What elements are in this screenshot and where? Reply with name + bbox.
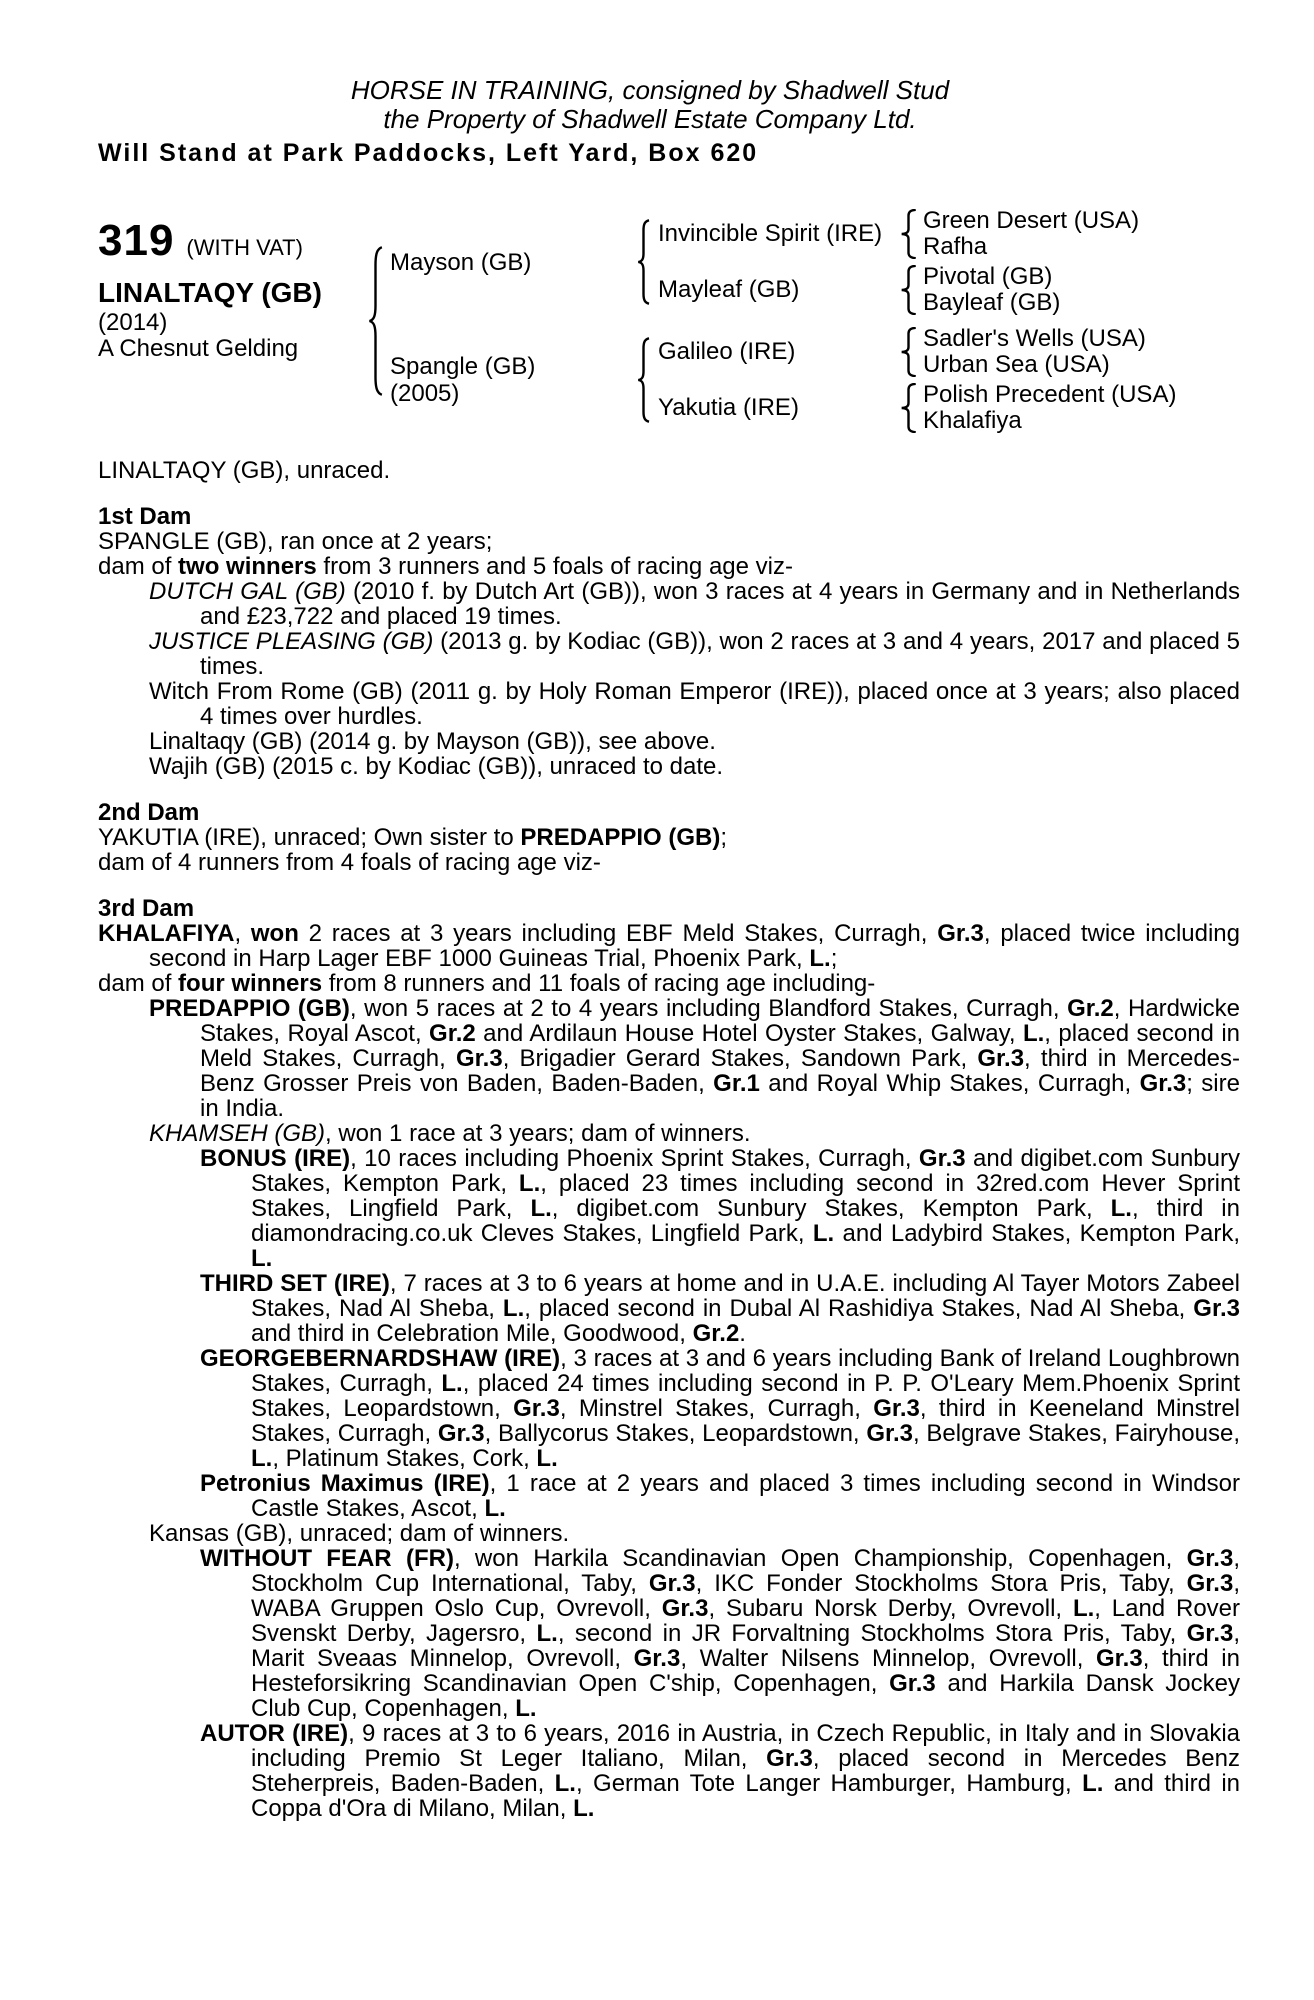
catalogue-body [98, 458, 1240, 1821]
second-dam-unit [650, 382, 1176, 434]
grandsire-unit [650, 208, 1139, 260]
great-grandparent-name: Pivotal (GB) [923, 263, 1053, 290]
dam-parent-units [650, 326, 1176, 434]
body-paragraph: KHALAFIYA, won 2 races at 3 years including EBF Meld Stakes, Curragh, Gr.3, placed twice including second in Harp Lager EBF 1000 Guineas Trial, Phoenix Park, L.; [98, 920, 1240, 972]
sire-brace [637, 219, 650, 305]
horse-name: LINALTAQY (GB) [98, 277, 322, 308]
great-grandparent-pair [917, 382, 1176, 434]
dam-name: Spangle (GB) [390, 353, 536, 380]
pair-brace [900, 265, 917, 315]
section-heading: 1st Dam [98, 503, 192, 530]
horse-description: A Chesnut Gelding [98, 335, 299, 362]
grandparent-name: Yakutia (IRE) [658, 394, 799, 421]
page-header [0, 0, 1314, 168]
vat-note: (WITH VAT) [186, 235, 303, 260]
body-paragraph: PREDAPPIO (GB), won 5 races at 2 to 4 years including Blandford Stakes, Curragh, Gr.2, Hardwicke Stakes, Royal Ascot, Gr.2 and Ardilaun House Hotel Oyster Stakes, Galway, L., placed second in Meld Stakes, Curragh, Gr.3, Brigadier Gerard Stakes, Sandown Park, Gr.3, third in Mercedes-Benz Grosser Preis von Baden, Baden-Baden, Gr.1 and Royal Whip Stakes, Curragh, Gr.3; sire in India. [149, 995, 1241, 1122]
sire-cell [383, 208, 637, 316]
great-grandparent-name: Urban Sea (USA) [923, 351, 1110, 378]
body-paragraph: BONUS (IRE), 10 races including Phoenix Sprint Stakes, Curragh, Gr.3 and digibet.com Sunbury Stakes, Kempton Park, L., placed 23 times including second in 32red.com Hever Sprint Stakes, Lingfield Park, L., digibet.com Sunbury Stakes, Kempton Park, L., third in diamondracing.co.uk Cleves Stakes, Lingfield Park, L. and Ladybird Stakes, Kempton Park, L. [200, 1145, 1240, 1272]
great-grandparent-pair [917, 326, 1146, 378]
sire-name: Mayson (GB) [390, 248, 532, 276]
body-paragraph: Linaltaqy (GB) (2014 g. by Mayson (GB)), see above. [149, 728, 716, 755]
great-grandparent-name: Bayleaf (GB) [923, 289, 1061, 316]
body-paragraph: THIRD SET (IRE), 7 races at 3 to 6 years at home and in U.A.E. including Al Tayer Motors Zabeel Stakes, Nad Al Sheba, L., placed second in Dubal Al Rashidiya Stakes, Nad Al Sheba, Gr.3 and third in Celebration Mile, Goodwood, Gr.2. [200, 1270, 1240, 1347]
body-paragraph: dam of four winners from 8 runners and 11 foals of racing age including- [98, 970, 876, 997]
body-paragraph: Petronius Maximus (IRE), 1 race at 2 years and placed 3 times including second in Windsor Castle Stakes, Ascot, L. [200, 1470, 1240, 1522]
granddam-unit [650, 264, 1139, 316]
great-grandparent-pair [917, 208, 1139, 260]
body-paragraph: YAKUTIA (IRE), unraced; Own sister to PREDAPPIO (GB); [98, 824, 728, 851]
grandparent-name: Galileo (IRE) [658, 338, 796, 365]
pair-brace [900, 209, 917, 259]
dam-side-group [383, 326, 1176, 434]
body-paragraph: KHAMSEH (GB), won 1 race at 3 years; dam of winners. [149, 1120, 751, 1147]
body-paragraph: GEORGEBERNARDSHAW (IRE), 3 races at 3 and 6 years including Bank of Ireland Loughbrown Stakes, Curragh, L., placed 24 times including second in P. P. O'Leary Mem.Phoenix Sprint Stakes, Leopardstown, Gr.3, Minstrel Stakes, Curragh, Gr.3, third in Keeneland Minstrel Stakes, Curragh, Gr.3, Ballycorus Stakes, Leopardstown, Gr.3, Belgrave Stakes, Fairyhouse, L., Platinum Stakes, Cork, L. [200, 1345, 1241, 1472]
grandparent-name: Mayleaf (GB) [658, 276, 800, 303]
great-grandparent-name: Green Desert (USA) [923, 207, 1140, 234]
dam-year: (2005) [390, 380, 460, 407]
year-of-birth: (2014) [98, 309, 168, 336]
damsire-unit [650, 326, 1176, 378]
lot-info [98, 208, 368, 434]
great-grandparent-name: Rafha [923, 233, 988, 260]
body-paragraph: Kansas (GB), unraced; dam of winners. [149, 1520, 570, 1547]
body-paragraph: JUSTICE PLEASING (GB) (2013 g. by Kodiac (GB)), won 2 races at 3 and 4 years, 2017 and placed 5 times. [149, 628, 1240, 680]
body-paragraph: DUTCH GAL (GB) (2010 f. by Dutch Art (GB)), won 3 races at 4 years in Germany and in Netherlands and £23,722 and placed 19 times. [149, 578, 1240, 630]
body-paragraph: Witch From Rome (GB) (2011 g. by Holy Roman Emperor (IRE)), placed once at 3 years; also placed 4 times over hurdles. [149, 678, 1240, 730]
great-grandparent-pair [917, 264, 1060, 316]
body-paragraph: AUTOR (IRE), 9 races at 3 to 6 years, 2016 in Austria, in Czech Republic, in Italy and in Slovakia including Premio St Leger Italiano, Milan, Gr.3, placed second in Mercedes Benz Steherpreis, Baden-Baden, L., German Tote Langer Hamburger, Hamburg, L. and third in Coppa d'Ora di Milano, Milan, L. [200, 1720, 1241, 1822]
body-paragraph: dam of two winners from 3 runners and 5 foals of racing age viz- [98, 553, 793, 580]
pair-brace [900, 327, 917, 377]
section-heading: 2nd Dam [98, 799, 200, 826]
great-grandparent-name: Khalafiya [923, 407, 1022, 434]
dam-cell [383, 326, 637, 434]
pair-brace [900, 383, 917, 433]
body-paragraph: WITHOUT FEAR (FR), won Harkila Scandinavian Open Championship, Copenhagen, Gr.3, Stockholm Cup International, Taby, Gr.3, IKC Fonder Stockholms Stora Pris, Taby, Gr.3, WABA Gruppen Oslo Cup, Ovrevoll, Gr.3, Subaru Norsk Derby, Ovrevoll, L., Land Rover Svenskt Derby, Jagersro, L., second in JR Forvaltning Stockholms Stora Pris, Taby, Gr.3, Marit Sveaas Minnelop, Ovrevoll, Gr.3, Walter Nilsens Minnelop, Ovrevoll, Gr.3, third in Hesteforsikring Scandinavian Open C'ship, Copenhagen, Gr.3 and Harkila Dansk Jockey Club Cup, Copenhagen, L. [200, 1545, 1241, 1722]
section-heading: 3rd Dam [98, 895, 195, 922]
sire-side-group [383, 208, 1176, 316]
consignment-line: HORSE IN TRAINING, consigned by Shadwell Stud [350, 75, 950, 105]
great-grandparent-name: Sadler's Wells (USA) [923, 325, 1146, 352]
pedigree-generations [383, 208, 1176, 434]
lot-number: 319 [98, 216, 175, 265]
body-paragraph: LINALTAQY (GB), unraced. [98, 457, 391, 484]
body-paragraph: SPANGLE (GB), ran once at 2 years; [98, 528, 493, 555]
property-line: the Property of Shadwell Estate Company Ltd. [383, 104, 917, 134]
lot-number-line [98, 218, 368, 264]
pedigree-table [98, 208, 1314, 434]
stand-location-line: Will Stand at Park Paddocks, Left Yard, Box 620 [98, 139, 759, 167]
body-paragraph: dam of 4 runners from 4 foals of racing age viz- [98, 849, 601, 876]
body-paragraph: Wajih (GB) (2015 c. by Kodiac (GB)), unraced to date. [149, 753, 724, 780]
grandparent-name: Invincible Spirit (IRE) [658, 220, 883, 247]
great-grandparent-name: Polish Precedent (USA) [923, 381, 1177, 408]
sire-parent-units [650, 208, 1139, 316]
dam-brace [637, 337, 650, 423]
pedigree-main-brace [368, 245, 383, 397]
